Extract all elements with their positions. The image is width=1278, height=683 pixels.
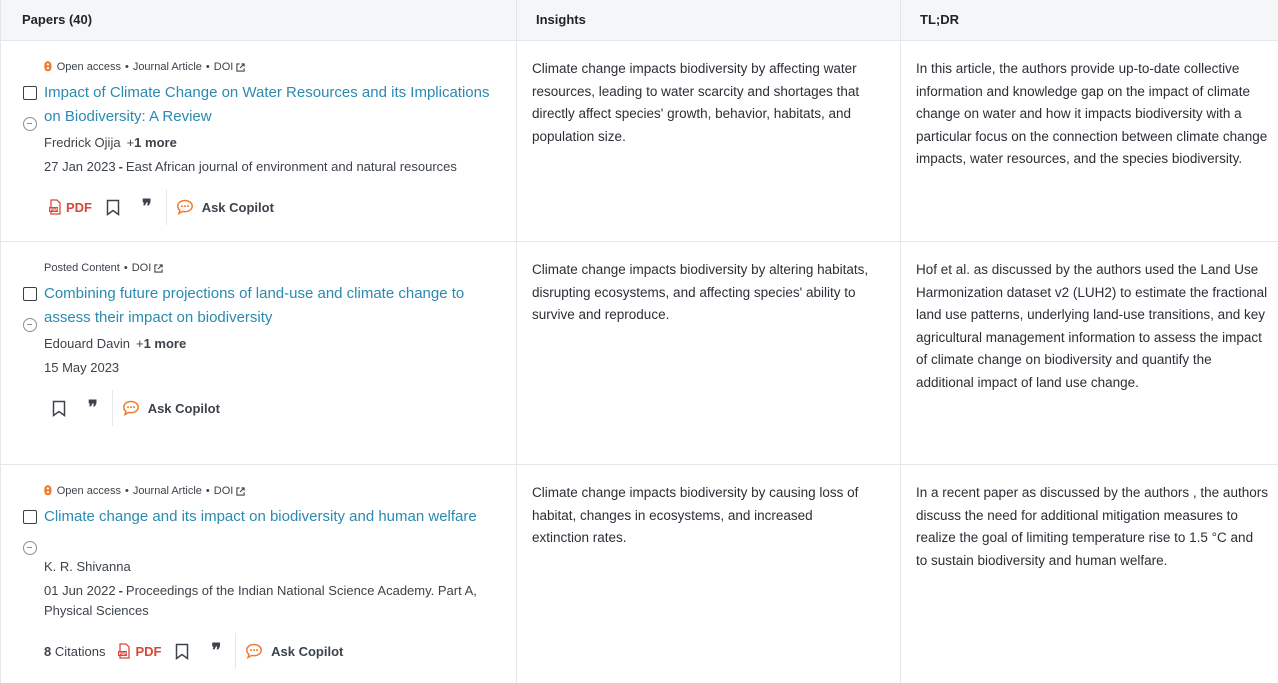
pdf-icon <box>117 643 132 659</box>
insight-text: Climate change impacts biodiversity by affecting water resources, leading to water scarcity and shortages that directly affect species' growth, behavior, habitats, and population size. <box>532 61 860 144</box>
row-divider <box>1 464 1278 465</box>
bookmark-icon[interactable] <box>175 643 189 660</box>
ask-copilot-button[interactable]: Ask Copilot <box>122 400 220 416</box>
type-label: Journal Article <box>132 61 202 73</box>
ask-copilot-button[interactable]: Ask Copilot <box>245 643 343 659</box>
external-link-icon[interactable] <box>236 487 245 496</box>
type-label: Journal Article <box>132 485 202 497</box>
cite-quote-icon[interactable]: ❞ <box>88 397 98 418</box>
paper-meta: Posted Content • DOI <box>44 262 163 274</box>
external-link-icon[interactable] <box>236 63 245 72</box>
tldr-text: In this article, the authors provide up-to-date collective information and knowledge gap on the impact of climate change on water and how it impacts biodiversity with a particular focus on the connection between climate change impacts, water resources, and the species biodiversity. <box>916 61 1268 166</box>
bookmark-icon[interactable] <box>52 400 66 417</box>
open-access-icon: 𝛉 <box>44 59 52 74</box>
doi-link[interactable]: DOI <box>213 61 234 73</box>
cite-quote-icon[interactable]: ❞ <box>142 196 152 217</box>
tldr-text: In a recent paper as discussed by the authors , the authors discuss the need for additional mitigation measures to realize the goal of limiting temperature rise to 1.5 °C and to sustain biodiversity and human welfare. <box>916 485 1268 568</box>
table-header <box>1 0 1278 41</box>
column-divider <box>900 0 901 683</box>
citations-count[interactable]: 8 Citations <box>44 643 106 659</box>
paper-title-link[interactable]: Combining future projections of land-use and climate change to assess their impact on biodiversity <box>44 285 465 326</box>
paper-actions <box>44 633 343 669</box>
copilot-chat-icon <box>176 199 194 215</box>
paper-date-venue: 27 Jan 2023 - East African journal of environment and natural resources <box>44 159 457 174</box>
paper-meta: 𝛉 Open access • Journal Article • DOI <box>44 483 245 499</box>
actions-divider <box>235 633 236 669</box>
tldr-text: Hof et al. as discussed by the authors used the Land Use Harmonization dataset v2 (LUH2) to estimate the fractional land use patterns, underlying land-use transitions, and key agricultural management information to assess the impact of climate change on biodiversity and quantify the additional impact of land use change. <box>916 262 1268 390</box>
doi-link[interactable]: DOI <box>131 262 152 274</box>
insight-text: Climate change impacts biodiversity by causing loss of habitat, changes in ecosystems, and increased extinction rates. <box>532 485 859 545</box>
external-link-icon[interactable] <box>154 264 163 273</box>
more-authors-link[interactable]: +1 more <box>136 336 187 351</box>
author-name[interactable]: K. R. Shivanna <box>44 559 131 574</box>
svg-text:PDF: PDF <box>119 651 128 656</box>
pdf-icon <box>48 199 63 215</box>
author-name[interactable]: Fredrick Ojija <box>44 135 121 150</box>
pdf-button[interactable]: PDF PDF <box>119 643 162 659</box>
access-label: Open access <box>56 485 121 497</box>
paper-actions <box>44 390 220 426</box>
paper-authors <box>44 559 131 574</box>
author-name[interactable]: Edouard Davin <box>44 336 130 351</box>
bookmark-icon[interactable] <box>106 199 120 216</box>
paper-date: 15 May 2023 <box>44 360 120 375</box>
actions-divider <box>166 189 167 225</box>
type-label: Posted Content <box>44 262 120 274</box>
cite-quote-icon[interactable]: ❞ <box>211 640 222 661</box>
pdf-button[interactable]: PDF PDF <box>49 199 92 215</box>
collapse-icon[interactable] <box>23 318 37 332</box>
collapse-icon[interactable] <box>23 117 37 131</box>
paper-title-link[interactable]: Climate change and its impact on biodiversity and human welfare <box>44 508 477 525</box>
tldr-column-header[interactable]: TL;DR <box>920 12 959 27</box>
insights-column-header[interactable]: Insights <box>536 12 586 27</box>
paper-authors <box>44 336 186 351</box>
paper-authors <box>44 135 177 150</box>
doi-link[interactable]: DOI <box>213 485 234 497</box>
copilot-chat-icon <box>122 400 140 416</box>
select-paper-checkbox[interactable] <box>23 510 37 524</box>
column-divider <box>516 0 517 683</box>
paper-actions <box>44 189 274 225</box>
actions-divider <box>112 390 113 426</box>
svg-text:PDF: PDF <box>49 207 58 212</box>
venue-name: Proceedings of the Indian National Science Academy. Part A, Physical Sciences <box>44 583 477 618</box>
ask-copilot-button[interactable]: Ask Copilot <box>176 199 274 215</box>
paper-title-link[interactable]: Impact of Climate Change on Water Resources and its Implications on Biodiversity: A Review <box>44 84 490 125</box>
papers-column-header[interactable]: Papers (40) <box>22 12 93 27</box>
select-paper-checkbox[interactable] <box>23 287 37 301</box>
open-access-icon: 𝛉 <box>44 483 52 498</box>
more-authors-link[interactable]: +1 more <box>126 135 177 150</box>
paper-meta: 𝛉 Open access • Journal Article • DOI <box>44 59 245 75</box>
access-label: Open access <box>56 61 121 73</box>
copilot-chat-icon <box>245 643 263 659</box>
venue-name: East African journal of environment and natural resources <box>125 159 457 174</box>
select-paper-checkbox[interactable] <box>23 86 37 100</box>
insight-text: Climate change impacts biodiversity by altering habitats, disrupting ecosystems, and affecting species' ability to survive and reproduce. <box>532 262 869 322</box>
collapse-icon[interactable] <box>23 541 37 555</box>
row-divider <box>1 241 1278 242</box>
paper-date-venue: 01 Jun 2022 - Proceedings of the Indian National Science Academy. Part A, Physical Sciences <box>44 583 477 618</box>
